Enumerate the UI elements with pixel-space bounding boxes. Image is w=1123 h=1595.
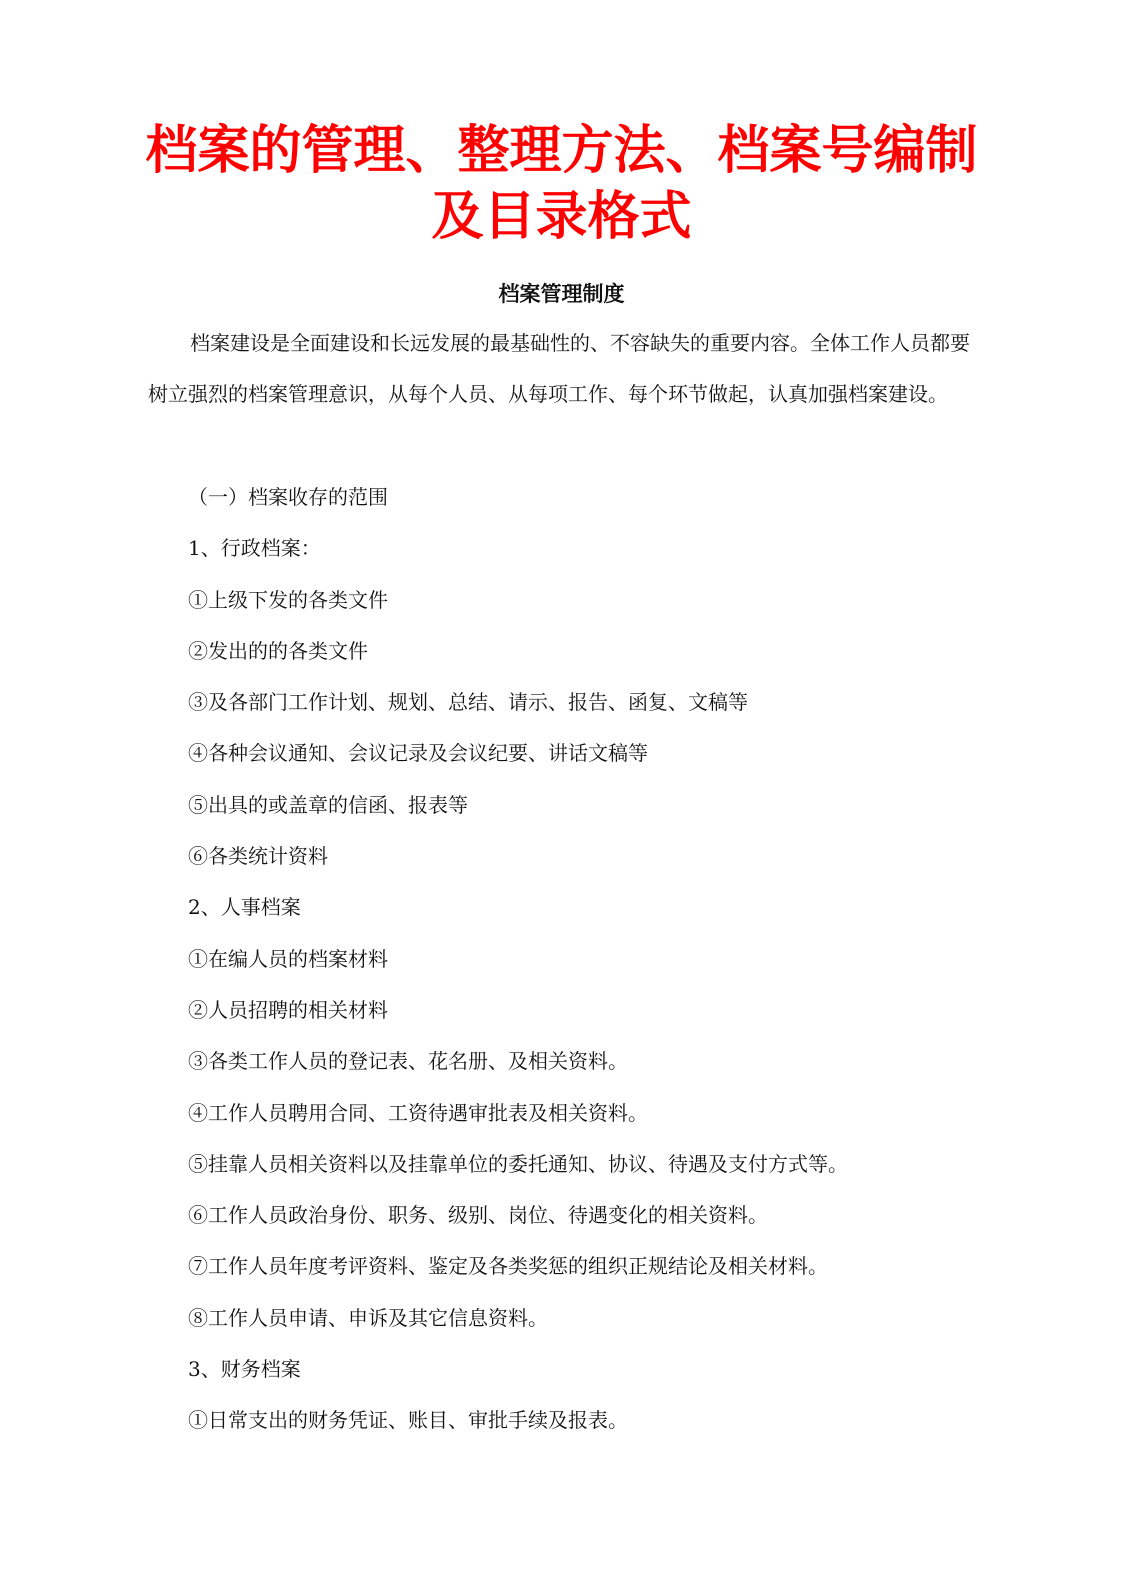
list-item: ①日常支出的财务凭证、账目、审批手续及报表。 [188, 1408, 628, 1433]
list-item: ②发出的的各类文件 [188, 638, 368, 663]
list-item: ⑥工作人员政治身份、职务、级别、岗位、待遇变化的相关资料。 [188, 1203, 768, 1228]
list-item: ④各种会议通知、会议记录及会议纪要、讲话文稿等 [188, 741, 648, 766]
intro-paragraph: 档案建设是全面建设和长远发展的最基础性的、不容缺失的重要内容。全体工作人员都要树立强烈的档案管理意识，从每个人员、从每项工作、每个环节做起，认真加强档案建设。 [148, 331, 970, 406]
content-list [188, 472, 978, 1447]
list-item: ②人员招聘的相关材料 [188, 997, 388, 1022]
list-item: 3、财务档案 [188, 1357, 301, 1382]
list-item: ⑦工作人员年度考评资料、鉴定及各类奖惩的组织正规结论及相关材料。 [188, 1254, 828, 1279]
list-item: ①上级下发的各类文件 [188, 587, 388, 612]
section-heading: 档案管理制度 [498, 282, 625, 306]
list-item: ③各类工作人员的登记表、花名册、及相关资料。 [188, 1049, 628, 1074]
document-title-line2: 及目录格式 [431, 187, 692, 247]
list-item: ④工作人员聘用合同、工资待遇审批表及相关资料。 [188, 1100, 648, 1125]
list-item: ③及各部门工作计划、规划、总结、请示、报告、函复、文稿等 [188, 690, 748, 715]
list-item: 1、行政档案： [188, 536, 321, 561]
list-item: （一）档案收存的范围 [188, 485, 388, 509]
list-item: ⑧工作人员申请、申诉及其它信息资料。 [188, 1305, 548, 1330]
list-item: 2、人事档案 [188, 895, 301, 920]
list-item: ⑤出具的或盖章的信函、报表等 [188, 792, 468, 817]
list-item: ⑤挂靠人员相关资料以及挂靠单位的委托通知、协议、待遇及支付方式等。 [188, 1151, 848, 1176]
list-item: ①在编人员的档案材料 [188, 946, 388, 971]
list-item: ⑥各类统计资料 [188, 844, 328, 869]
document-title-line1: 档案的管理、整理方法、档案号编制 [145, 121, 978, 181]
